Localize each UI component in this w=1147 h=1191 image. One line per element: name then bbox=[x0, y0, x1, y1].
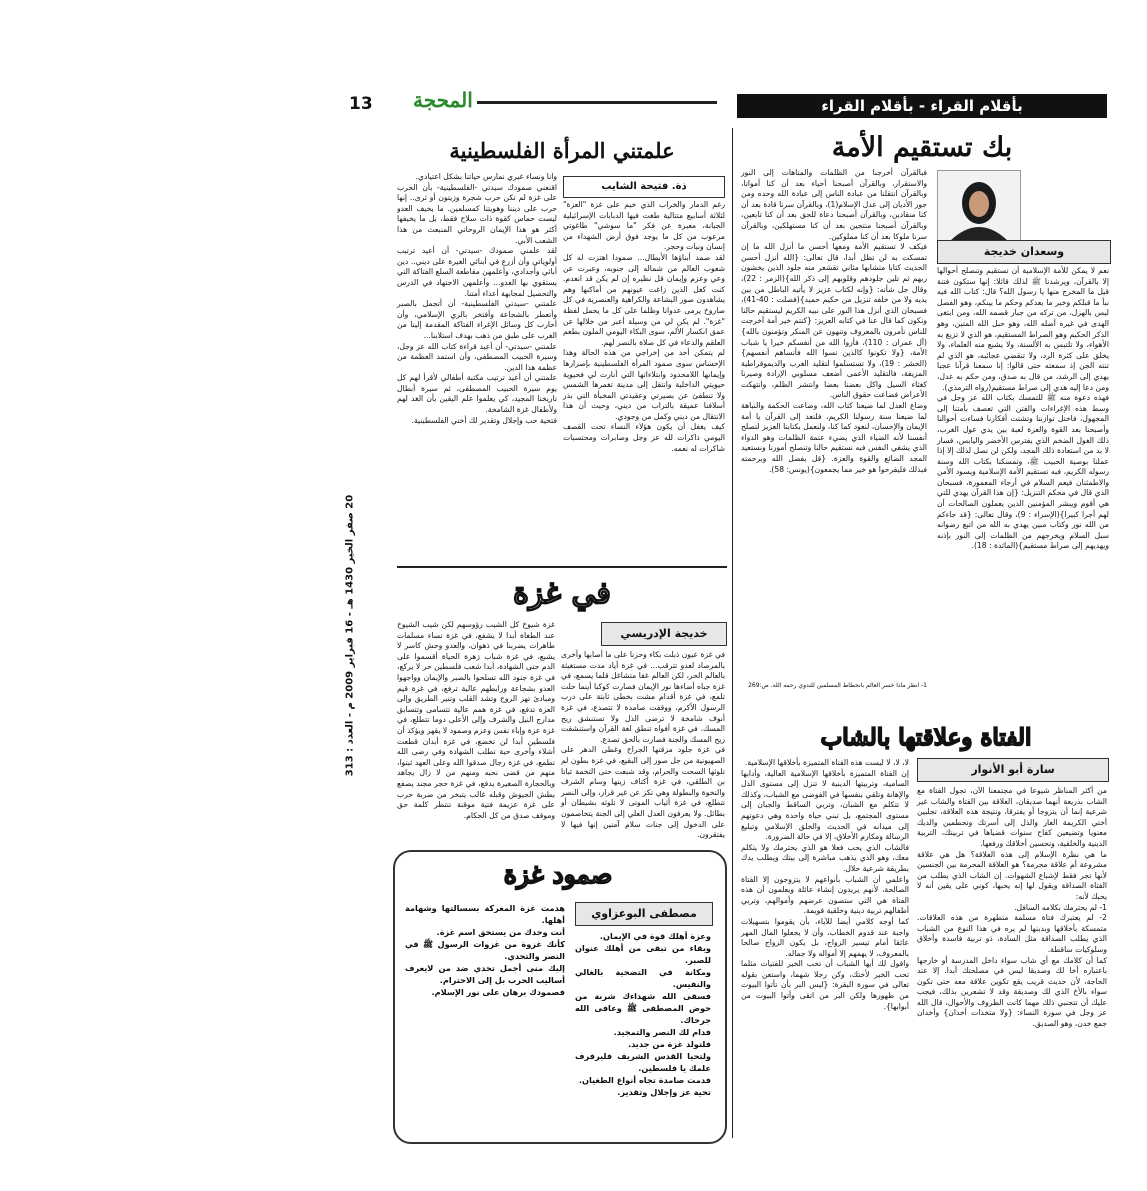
article1-title: بك تستقيم الأمة bbox=[831, 132, 1013, 163]
article3-col-right: في غزة عيون ذبلت بكاء وحزنا على ما أصابها وأخرى بالمرصاد لعدو تترقب... في غزة أياد مدت مستغيثة بالعالم الحر، لكن العالم غفا متشاغل قلما يسمع، في غزة جباه أضاءها نور الإيمان فصارت كوكبا أينما حلت تلمع، في غزة أقدام مشت بخطى ثابتة على درب الرسول الأكرم، ووقفت صامدة لا تتصدع، في غزة أنوف شامخة لا ترضى الذل ولا تستنشق ريح المسك. في غزة أفواه تنطق لغة القرآن واستنشقت ريح المسك والجنة فصارت بالحق تصدع. في غزة جلود مزقتها الجراح وغطى الدهر على الصهيونية من جل صور إلى البقيع، في غزة بطون لم تلوثها السحت والحرام، وقد شبعت حتى التخمة ثباتا بن الطلقي، في غزة أكتاف زينها وسام الشرف والنخوة والبطولة وهي تكز عن غير قرار، وإلى النصر تتطلع، في غزة أثياب الموتى لا تلوثه بشيطان أو بطائل. ولا يعرفون العدل العلي إلى الجنة يتخاصمون على الدخول إلى جنات سلام آمنين إنها فيها لا يفتقرون. bbox=[561, 650, 725, 840]
article5-title: صمود غزة bbox=[503, 860, 613, 889]
brand-logo: المحجة bbox=[413, 88, 473, 112]
article3-col-left: غزة شيوخ كل الشيب رؤوسهم لكن شيب الشيوخ عند الطغاة أبدا لا يشفع، في غزة نساء مسلمات طاهرات يضربنا في ذهوان، والعدو وحش كاسر لا يشبع، في غزة شباب زهرة الحياة أقسموا على الدم حتى الشهادة، أبدا شعب فلسطين حر لا يركع، في غزة جنود الله تسلحوا بالصبر والإيمان وواجهوا العدو بشجاعة ورابطهم عالية ترفع، في غزة قيم ومبادئ تهز الروح وتشد القلب وتنير الطريق وإلى العزة تدفع، في غزة همم عالية تتسامى وتتسابق مدارج النيل والشرف وإلى الأعلى دوما تتطلع، في غزة عزة وإباء نفس وعزم وصمود لا يقهر ويؤكد أن فلسطين أبدا لن تخضع، في غزة أبدان قطعت أشلاء وأخرى حية تطلب الشهادة وفي رضى الله تطمع، في غزة رجال صدقوا الله وعلى العهد ثبتوا، منهم من قضى نحبه ومنهم من لا زال يجاهد وبالحجارة الصغيرة يدفع، في غزة حجر مجند يصفع بطش الجيوش وقبله غالب يتبخر من ضربة حرب على غزة عزيمة فتية موقنة تنتظر كلمة حق وموقف صدق من كل الحكام. bbox=[394, 620, 555, 820]
column-divider bbox=[732, 128, 733, 1138]
article4-author: سارة أبو الأنوار bbox=[917, 758, 1109, 782]
article2-col-left: وانا ونساء غيري نمارس حياتنا بشكل اعتيادي. اقنعني صمودك سيدتي -الفلسطينية- بأن الحرب على غزة لم تكن حرب شجرة وزيتون أو ثرى.. إنها حرب على ديننا وهويتنا كمسلمين. ما يخيف العدو ليست حماس كقوة ذات سلاح فقط، بل ما يخيفها أكثر هو هذا الإيمان الروحاني المنبعث من هذا الشعب الأبي. لقد علمني صمودك -سيدتي- أن أعيد ترتيب أولوياتي وأن أزرع في أبنائي الغيرة على ديني.. دين أبائي وأجدادي، وأعلمهن مقاطعة السلع الفتاكة التي يستقوي بها العدو... وأعلمهن الاجتهاد في الدرس والتحصيل لمجابهة أعداء أمتنا. علمتني -سيدتي الفلسطينية- أن أتجمل بالصبر وأتعطر بالشجاعة وأفتخر بالزي الإسلامي، وأن أحارب كل وسائل الإغراء الفتاكة المقدمة إلينا من الغرب على طبق من ذهب بهدف استلابنا... علمتني -سيدتي- أن أعيد قراءة كتاب الله عز وجل، وسيرة الحبيب المصطفى، وأن استمد العظمة من عظمة هذا الدين. علمتني أن أعيد ترتيب مكتبة أطفالي لأقرأ لهم كل يوم سيرة الحبيب المصطفى، ثم سيرة أبطال تاريخنا المجيد، كي يعلموا علم اليقين بأن الغد لهم ولأطفال غزة الشامخة. فتحية حب وإجلال وتقدير لك أختي الفلسطينية. bbox=[397, 172, 557, 425]
article2-title: علمتني المرأة الفلسطينية bbox=[449, 138, 675, 163]
article4-title: الفتاة وعلاقتها بالشاب bbox=[820, 724, 1032, 751]
author-photo bbox=[937, 170, 1021, 242]
article5-author: مصطفى البوعزاوي bbox=[575, 902, 713, 926]
article2-author: ذة. فتيحة الشايب bbox=[563, 176, 725, 198]
article4-col-left: لا، لا، لا ليست هذه الفتاة المتميزة بأخلاقها الإسلامية. إن الفتاة المتميزة بأخلاقها الإسلامية العالية، وأدابها السامية، وتربيتها الدينية لا تنزل إلى مستوى الذل والإهانة وتلقي بنفسها في الفوضى مع الشباب، وكذلك لا تتكلم مع الشبان، وتربي الساقط والجبان إلى مستوى المجتمع، بل تبني حياة واحدة وهي دعوتهم إلى ميدانه في الحديث والخلق الإسلامي وتبليغ الرسالة ومكارم الأخلاق، إلا في حالة الضرورة. فالشاب الذي يحب فعلا هو الذي يحترمك ولا يتكلم معك، وهو الذي يذهب مباشرة إلى بيتك ويطلب يدك بطريقة شرعية حلال. واعلمي أن الشباب بأنواعهم لا يتزوجون إلا الفتاة الصالحة، لأنهم يريدون إنشاء عائلة ويعلمون أن هذه الفتاة هي التي ستصون عرضهم وأموالهم، وتربي أطفالهم تربية دينية وخلقية قويمة. كما أوجه كلامي أيضا للآباء، بأن يقوموا بتسهيلات واجبة عند قدوم الخطاب، وأن لا يجعلوا المال المهر عائقا أمام تيسير الزواج، بل يكون الزواج صالحا بالمعروف، لا يهمهم إلا أمواله ولا جماله. واقول لك أيها الشباب أن تحب الخير للفتيات مثلما تحب الخير لأختك، وكن رجلا شهما، واستعن بقوله تعالى في سورة البقرة: {ليس البر بأن تأتوا البيوت من ظهورها ولكن البر من اتقى وأتوا البيوت من أبوابها}. bbox=[741, 758, 909, 1011]
article3-author: خديجة الإدريسي bbox=[601, 622, 727, 646]
article5-col-left: هدمت غزة المعركة بسسالتها وشهامة أهلها. أنت وحدك من يستحق اسم غزة. كأنك غزوة من غزوات الرسول ﷺ في النصر والتحدي. إليك منى أجمل تحدي ضد من لايعرف أساليب الحرب بل إلى الاحترام. فصمودك برهان على نور الإسلام. bbox=[405, 903, 565, 997]
article1-author: وسعدان خديجة bbox=[937, 240, 1111, 264]
page-number: 13 bbox=[349, 94, 373, 114]
section-banner: بأقلام القراء - بأقلام القراء bbox=[737, 94, 1107, 118]
article1-col-left: فبالقرآن أخرجنا من الظلمات والمتاهات إلى النور والاستقرار، وبالقرآن أصبحنا أحياء بعد أن كنا أمواتا، وبالقرآن انتقلنا من عبادة الناس إلى عبادة الله وحده ومن جور الأديان إلى عدل الإسلام(1)، وبالقرآن سرنا قادة بعد أن كنا منقادين، وبالقرآن أصبحنا دعاة للحق بعد أن كنا تابعين، وبالقرآن أصبحنا منتجين بعد أن كنا مستهلكين، وبالقرآن سرنا ملوكا بعد أن كنا مملوكين. فيكف لا تستقيم الأمة ومعها أحسن ما أنزل الله ما إن تمسكت به لن تظل أبدا، قال تعالى: {الله أنزل أحسن الحديث كتابا متشابها مثاني تقشعر منه جلود الذين يخشون ربهم ثم تلين جلودهم وقلوبهم إلى ذكر الله}(الزمر : 22)، وقال جل شأنه: {وإنه لكتاب عزيز لا يأتيه الباطل من بين يديه ولا من خلفه تنزيل من حكيم حميد}(فصلت : 40-41)، فسبحان الذي أنزل هذا النور على نبيه الكريم ليستقيم حالنا ونكون كما قال عنا في كتابه العزيز: {كنتم خير أمة أخرجت للناس تأمرون بالمعروف وتنهون عن المنكر وتؤمنون بالله}(آل عمران : 110)، فأروا الله من أنفسكم خيرا يا شباب الأمة، {ولا تكونوا كالذين نسوا الله فأنساهم أنفسهم}(الحشر : 19)، ولا تستسلموا لتقليد الغرب والديموقراطية المزيفة، فالتقليد الأعمى أضعف مسلوبي الإرادة وصيرنا كغثاء السيل واكل بعضنا بعضا وانتشر الظلم، وانتهكت الأعراض فضاعت حقوق الناس. وضاع العدل لما ضيعنا كتاب الله، وضاعت الحكمة والنباهة لما ضيعنا سنة رسولنا الكريم، فلنعد إلى القرآن يا أمة الإيمان والإحسان، لنعود كما كنا، ولنعمل بكتابنا العزيز لتصلح أنفسنا لأنه الضياء الذي يضيء عتمة الظلمات وهو الدواء الذي يشفي النفس فبه نستقيم حالنا وتنصلح أمورنا ونستعيد المجد الضائع والقوة والعزة. {قل بفضل الله وبرحمته فبذلك فليفرحوا هو خير مما يجمعون}(يونس: 58). bbox=[741, 168, 928, 474]
article3-title: في غزة bbox=[513, 576, 611, 611]
article4-col-right: من أكثر المناظر شيوعا في مجتمعنا الآن، تجول الفتاة مع الشاب بذريعة أنهما صديقان، العلاقة بين الفتاة والشاب غير شرعية إنما أن يتزوجا أو يفترقا، ونتيجة هذه العلاقة، تجلبين أختي الكريمة العار والذل إلى أسرتك وتحطمين والديك معنويا وتضيعين كفاح سنوات قضياها في تربيتك، التربية الدينية والخلقية، وتحسين أخلاقك ورفعها. ما هي نظرة الإسلام إلى هذه العلاقة؟ هل هي علاقة مشروعة أم علاقة محرمة؟ هو العلاقة المحرمة بين الجنسين لأنها تجر فقط لإشباع الشهوات. إن الشاب الذي يطلب من الفتاة الصداقة ويقول لها إنه يحبها، كوني على يقين أنه لا يحبك لأنه: 1- لم يحترمك بكلامه السافل. 2- لم يعتبرك فتاة مسلمة متطهرة من هذه العلاقات. متمسكة بأخلاقها وبدينها لم يره في هذا النوع من الشباب الذي يطلب الصداقة مثل السادة، ذو تربية فاسدة وأخلاق وسلوكيات ساقطة. كما أن كلامك مع أي شاب سواء داخل المدرسة أو خارجها باعتباره أخا لك وصديقا ليس في مصلحتك أبدا. إلا عند الحاجة، لأن حديث قريب يقع تكوين علاقة معه حتى تكون سواء بالأخ الذي لك وصديقة وقد لا تشعرين بذلك، فيجب عليك أن تتجنبي ذلك مهما كانت الظروف والأحوال، قال الله عز وجل في سورة النساء: {ولا متخذات أخدان} وأخدان جمع خدن، وهو الصديق. bbox=[917, 786, 1107, 1029]
header-rule bbox=[477, 101, 717, 104]
article5-col-right: وعزة أهلك قوة في الإيمان. وبقاء من تبقى من أهلك عنوان للصبر. ومكانة في التضحية بالغالي والنفيس. فسقى الله شهداءك شربة من حوض المصطفى ﷺ وعافى الله جرحاك. فدام لك النصر والتمجيد. فلتولد غزة من جديد. ولتحيا القدس الشريف فليرفرف علمك يا فلسطين. فدمت صامدة تجاه أنواع الطغيان. تحية عز وإجلال وتقدير. bbox=[575, 931, 711, 1097]
article2-col-right: رغم الدمار والخراب الذي خيم على غزة "العزة" لثلاثة أسابيع متتالية طغت فيها الدبابات الإسرائيلية الجبانة، معبرة عن فكر "ما سوشي" طاغوتي مرعوب من كل ما يوجد فوق أرض الشهداء من إنسان ونبات وحجر. لقد صمد أبناؤها الأبطال... صمودا اهتزت له كل شعوب العالم من شماله إلى جنوبه، وعبرت عن وعي وعزم وإيمان قل نظيره إن لم يكن قد انعدم. كنت كغل الذين زاغت عيونهم من أماكنها وهم يشاهدون صور البشاعة والكراهية والعنصرية في كل صاروخ يرمى عدوانا وظلما على كل ما يحمل لفظة "غزة". لم يكن لي من وسيلة أعبر من خلالها عن عمق انكسار الألم، سوى البكاء اليومي الملون بطعم العلقم والدعاء في كل صلاة بالنصر لهم. لم يتمكن أحد من إخراجي من هذه الحالة وهذا الإحساس سوى صمود المرأة الفلسطينية بإصرارها وإيمانها اللامحدود وابتلاءاتها التي أنارت لي فحيوية حيويتي الداخلية وانتقل إلى مدينة تغمرها الشمس ولا تنطفئ عن بصيرتي وعقيدتي المخبأة التي بذر أسلافنا عميقة بالتراب من ديني، وحيث أن هذا الانتقال من ديني وكمل من وجودي. كيف يغفل أن يكون هؤلاء النساء تحت القصف اليومي ذاكرات لله عز وجل وصابرات ومحتسبات شاكرات له نعمه. bbox=[563, 200, 725, 453]
issue-date: 20 صفر الخير 1430 هـ - 16 فبراير 2009 م - العدد : 313 bbox=[344, 494, 356, 777]
article1-col-right: نعم لا يمكن للأمة الإسلامية أن تستقيم وتنصلح أحوالها إلا بالقرآن، ويرشدنا ﷺ لذلك قائلا: إنها ستكون فتنة قيل ما المخرج منها يا رسول الله؟ قال: كتاب الله فيه نبأ ما قبلكم وخبر ما بعدكم وحكم ما بينكم، وهو الفصل ليس بالهزل، من تركه من جبار قصمه الله، ومن ابتغى الهدى في غيره أضله الله، وهو حبل الله المتين، وهو الذكر الحكيم وهو الصراط المستقيم، هو الذي لا تزيغ به الأهواء، ولا تلتبس به الألسنة، ولا يشبع منه العلماء، ولا يخلق على كثرة الرد، ولا تنقضي عجائبه، هو الذي لم تنته الجن إذ سمعته حتى قالوا: إنا سمعنا قرآنا عجبا يهدي إلى الرشد، من قال به صدق، ومن حكم به عدل، ومن دعا إليه هدي إلى صراط مستقيم(رواه الترمذي). فهذه دعوة منه ﷺ للتمسك بكتاب الله عز وجل في وسط هذه الإغراءات والفتن التي تعصف بأمتنا إلى المجهول، فاختل توازننا وتشتت أفكارنا فساءت أحوالنا وأصبحنا بعد القوة والعزة لعبة بين يدي عول الغرب، ذلك الغول الضخم الذي يفترس الأخضر واليابس، فسار لا بد من استعادة ذلك المجد، ولكن لن نصل لذلك إلا إذا عملنا بوصية الحبيب ﷺ، وتمسكنا بكتاب الله وسنة رسوله الكريم، فبه تستقيم الأمة الإسلامية ويسود الأمن والاطمئنان فيعم السلام في أرجاء المعمورة، فسبحان الذي قال في محكم التنزيل: {إن هذا القرآن يهدي للتي هي أقوم ويبشر المؤمنين الذين يعملون الصالحات أن لهم أجرا كبيرا}(الإسراء : 9)، وقال تعالى: {قد جاءكم من الله نور وكتاب مبين يهدي به الله من اتبع رضوانه سبل السلام ويخرجهم من الظلمات إلى النور بإذنه ويهديهم إلى صراط مستقيم}(المائدة : 18). bbox=[937, 266, 1109, 551]
article2-rule bbox=[397, 566, 727, 568]
author-photo-icon bbox=[938, 171, 1020, 241]
article1-footnote: 1- انظر ماذا خسر العالم بانحطاط المسلمين للندوي رحمه الله. ص:269 bbox=[748, 682, 927, 689]
